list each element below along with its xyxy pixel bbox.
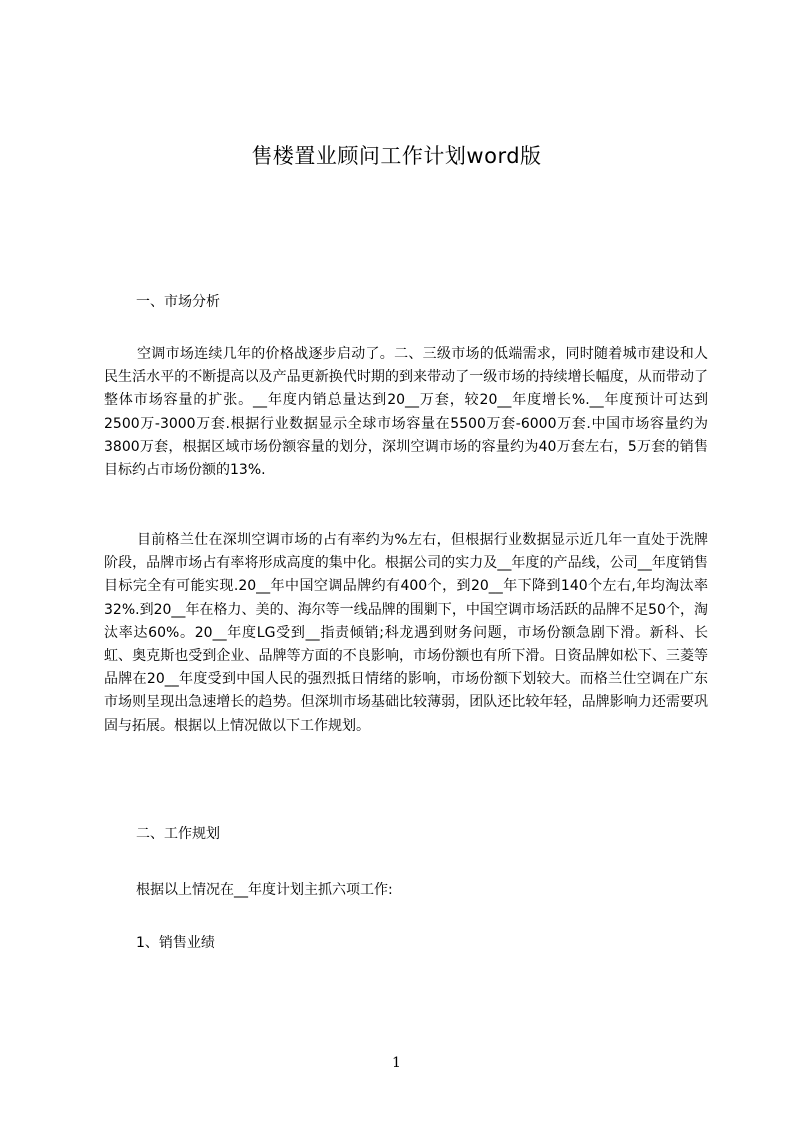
paragraph-market-analysis: 空调市场连续几年的价格战逐步启动了。二、三级市场的低端需求，同时随着城市建设和人民生活水平的不断提高以及产品更新换代时期的到来带动了一级市场的持续增长幅度，从而带动了整体市场容量的扩张。__年度内销总量达到20__万套，较20__年度增长%.__年度预计可达到2500万-3000万套.根据行业数据显示全球市场容量在5500万套-6000万套.中国市场容量约为3800万套，根据区域市场份额容量的划分，深圳空调市场的容量约为40万套左右，5万套的销售目标约占市场份额的13%. [104, 346, 708, 479]
section-heading-market-analysis: 一、市场分析 [136, 294, 220, 310]
paragraph-brand-analysis: 目前格兰仕在深圳空调市场的占有率约为%左右，但根据行业数据显示近几年一直处于洗牌阶段，品牌市场占有率将形成高度的集中化。根据公司的实力及__年度的产品线，公司__年度销售目标完全有可能实现.20__年中国空调品牌约有400个，到20__年下降到140个左右,年均淘汰率 32%.到20__年在格力、美的、海尔等一线品牌的围剿下，中国空调市场活跃的品牌不足50个，淘汰率达60%。20__年度LG受到__指责倾销;科龙遇到财务问题，市场份额急剧下滑。新科、长虹、奥克斯也受到企业、品牌等方面的不良影响，市场份额也有所下滑。日资品牌如松下、三菱等品牌在20__年度受到中国人民的强烈抵日情绪的影响，市场份额下划较大。而格兰仕空调在广东市场则呈现出急速增长的趋势。但深圳市场基础比较薄弱，团队还比较年轻，品牌影响力还需要巩固与拓展。根据以上情况做以下工作规划。 [104, 532, 708, 734]
plan-intro-line: 根据以上情况在__年度计划主抓六项工作: [136, 882, 393, 898]
document-title: 售楼置业顾问工作计划word版 [251, 144, 542, 168]
page-number: 1 [392, 1055, 401, 1071]
section-heading-work-plan: 二、工作规划 [136, 826, 220, 842]
plan-item-sales-performance: 1、销售业绩 [136, 935, 215, 951]
